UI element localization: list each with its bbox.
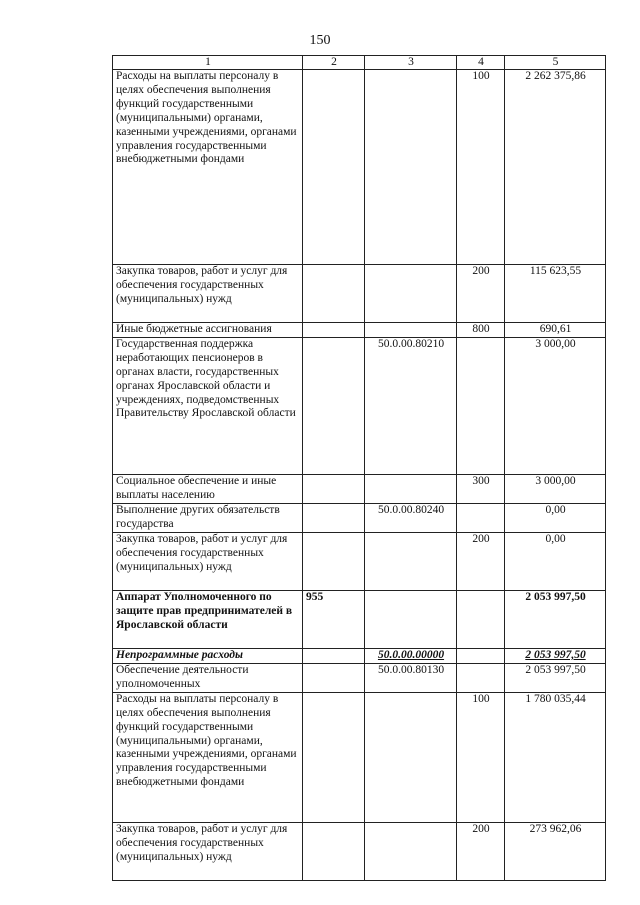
table-row	[113, 663, 606, 692]
row-chapter	[303, 692, 365, 822]
row-amount: 1 780 035,44	[505, 692, 606, 822]
row-type: 200	[457, 265, 505, 323]
table-row	[113, 323, 606, 338]
row-name: Государственная поддержка неработающих пенсионеров в органах власти, государственных органах Ярославской области и учреждениях, подведомственных Правительству Ярославской области	[113, 337, 303, 474]
row-name: Социальное обеспечение и иные выплаты населению	[113, 474, 303, 503]
column-header-5: 5	[505, 56, 606, 70]
row-name: Аппарат Уполномоченного по защите прав предпринимателей в Ярославской области	[113, 590, 303, 648]
row-code: 50.0.00.00000	[365, 648, 457, 663]
table-row	[113, 532, 606, 590]
row-type: 300	[457, 474, 505, 503]
row-amount: 2 262 375,86	[505, 70, 606, 265]
row-code	[365, 474, 457, 503]
row-amount: 2 053 997,50	[505, 590, 606, 648]
row-chapter	[303, 648, 365, 663]
table-row	[113, 265, 606, 323]
row-amount: 0,00	[505, 532, 606, 590]
row-name: Расходы на выплаты персоналу в целях обеспечения выполнения функций государственными (муниципальными) органами, казенными учреждениями, органами управления государственными внебюджетными фондами	[113, 70, 303, 265]
row-code: 50.0.00.80210	[365, 337, 457, 474]
row-amount: 2 053 997,50	[505, 663, 606, 692]
column-header-2: 2	[303, 56, 365, 70]
row-code	[365, 265, 457, 323]
row-code: 50.0.00.80240	[365, 503, 457, 532]
row-type: 200	[457, 822, 505, 880]
row-code	[365, 323, 457, 338]
row-name: Закупка товаров, работ и услуг для обеспечения государственных (муниципальных) нужд	[113, 532, 303, 590]
row-chapter	[303, 822, 365, 880]
row-name: Расходы на выплаты персоналу в целях обеспечения выполнения функций государственными (муниципальными) органами, казенными учреждениями, органами управления государственными внебюджетными фондами	[113, 692, 303, 822]
column-header-3: 3	[365, 56, 457, 70]
row-type: 800	[457, 323, 505, 338]
table-row	[113, 590, 606, 648]
row-amount: 115 623,55	[505, 265, 606, 323]
row-name: Закупка товаров, работ и услуг для обеспечения государственных (муниципальных) нужд	[113, 265, 303, 323]
row-amount: 690,61	[505, 323, 606, 338]
row-chapter	[303, 474, 365, 503]
row-amount: 273 962,06	[505, 822, 606, 880]
header-row	[113, 56, 606, 70]
row-code	[365, 70, 457, 265]
row-type: 100	[457, 692, 505, 822]
table-body	[113, 70, 606, 881]
table-row	[113, 822, 606, 880]
row-chapter: 955	[303, 590, 365, 648]
table-row	[113, 337, 606, 474]
budget-table	[112, 55, 606, 881]
row-chapter	[303, 532, 365, 590]
row-name: Закупка товаров, работ и услуг для обеспечения государственных (муниципальных) нужд	[113, 822, 303, 880]
row-chapter	[303, 663, 365, 692]
row-amount: 3 000,00	[505, 337, 606, 474]
row-type	[457, 663, 505, 692]
row-chapter	[303, 337, 365, 474]
page-number: 150	[309, 33, 331, 48]
row-type	[457, 503, 505, 532]
column-header-1: 1	[113, 56, 303, 70]
table-row	[113, 648, 606, 663]
row-chapter	[303, 70, 365, 265]
row-code	[365, 822, 457, 880]
row-chapter	[303, 323, 365, 338]
table-row	[113, 503, 606, 532]
row-amount: 0,00	[505, 503, 606, 532]
table-row	[113, 70, 606, 265]
row-type: 100	[457, 70, 505, 265]
row-type	[457, 337, 505, 474]
row-name: Обеспечение деятельности уполномоченных	[113, 663, 303, 692]
row-name: Иные бюджетные ассигнования	[113, 323, 303, 338]
row-code	[365, 532, 457, 590]
column-header-4: 4	[457, 56, 505, 70]
row-type	[457, 590, 505, 648]
table-row	[113, 692, 606, 822]
row-code	[365, 692, 457, 822]
row-type: 200	[457, 532, 505, 590]
row-type	[457, 648, 505, 663]
row-chapter	[303, 265, 365, 323]
table-row	[113, 474, 606, 503]
row-amount: 3 000,00	[505, 474, 606, 503]
row-chapter	[303, 503, 365, 532]
row-code	[365, 590, 457, 648]
row-name: Непрограммные расходы	[113, 648, 303, 663]
row-amount: 2 053 997,50	[505, 648, 606, 663]
row-code: 50.0.00.80130	[365, 663, 457, 692]
row-name: Выполнение других обязательств государства	[113, 503, 303, 532]
